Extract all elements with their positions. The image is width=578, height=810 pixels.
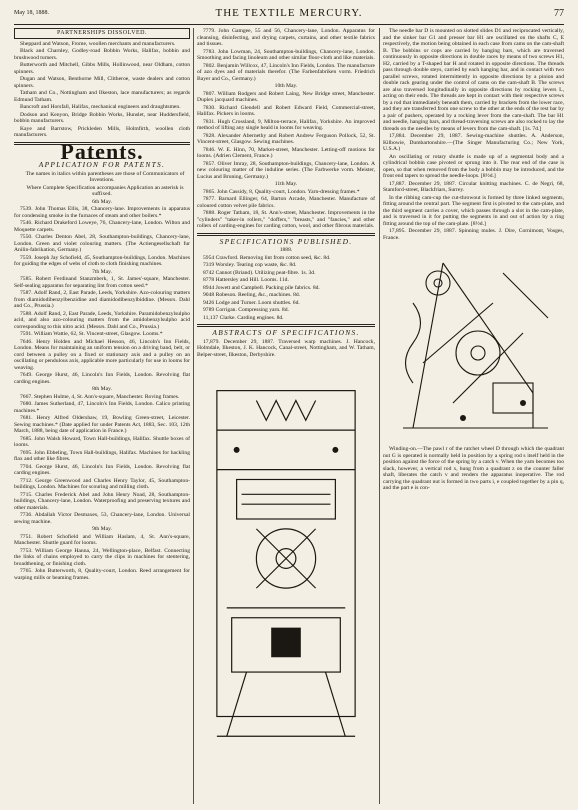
divider	[197, 324, 375, 327]
abstract-body: The needle bar D is mounted on slotted slides D1 and reciprocated vertically, and the sinker bar G1 and presser bar H1 are oscillated on the shafts C, E respectively, the motion being obtained in each case from cams on the cam-shaft B. The bobbins or cops are carried by hanging bars, which are traversed continuously in opposite directions in double races by means of two screws H1, H2, carried by a T-shaped bar H and rotated in opposite directions. The threads pass through double steys, carried by each hanging bar, and in contact with two parallel screws, rotated intermittently in opposite directions by a pinion and double rack gearing under the control of cams on the cam-shaft B. The screws are also traversed longitudinally in opposite directions by rocking levers L, acting on their ends. The threads are kept in contact with their respective screws by a rod that immediately beneath them, carried by brackets from the lower race, and they are transferred from one screw to the other at the ends of the rest bar by a pair of pushers, operated by a rocking lever from the cam-shaft. The bar H1 and needle, hanging bars, and thread-traversing screws are also rocked to lay the threads on the needles by means of levers from the cam-shaft. [1s. 7d.]	[383, 28, 564, 132]
warp-machine-illustration	[197, 361, 375, 756]
issue-date: May 18, 1888.	[14, 10, 49, 16]
patent-entry: 7753. William George Hanna, 24, Wellington-place, Belfast. Connecting the links of chains employed to carry the clips in machines for stentering, broadthening, or finishing cloth.	[14, 547, 190, 567]
partnership-item: Sheppard and Watson, Frome, woollen merchants and manufacturers.	[20, 40, 176, 47]
specification-item: 9426 Lodge and Turner. Loom shuttles. 6d.	[203, 299, 300, 306]
spinning-mule-illustration	[383, 243, 564, 443]
patent-entry: 7695. John Ebbeling, Town Hall-buildings, Halifax. Machines for hackling flax and other like fibres.	[14, 449, 190, 462]
intro-note: Where Complete Specification accompanies Application an asterisk is suffixed.	[26, 184, 184, 197]
patent-entry: 7681. Henry Alfred Oldershaw, 19, Bowling Green-street, Leicester. Sewing machines.* (Date applied for under Patents Act, 1883, Sec. 103, 12th March, 1888, being date of application in France.)	[14, 415, 190, 434]
patent-entry: 7779. John Gamgee, 55 and 56, Chancery-lane, London. Apparatus for cleansing, disinfecting, and drying carpets, curtains, and other textile fabrics and tissues.	[197, 28, 375, 47]
date-heading: 10th May.	[274, 83, 298, 89]
patent-entry: 7828. Alexander Abernethy and Robert Andrew Ferguson Pollock, 52, St. Vincent-street, Glasgow. Sewing machines.	[197, 132, 375, 145]
patent-entry: 7585. Robert Ferdinand Stanzmberk, 1, St. James'-square, Manchester. Self-sealing apparatus for separating lint from cotton seed.*	[14, 276, 190, 289]
abstract-body: In the ribbing cam-cup the cut-throwout is formed by three linked segments, fitting around the central part. The segment first is pivoted to the cam-plate, and the third segment carries a cover, which passes through a slot in the cam-plate, and is traversed in it for putting the segments in and out of action by a ring fitting around the top of the cam-plate. [8½d.]	[383, 194, 564, 227]
patent-entry: 7712. George Greenwood and Charles Henry Taylor, 45, Southampton-buildings, London. Machines for scouring and milling cloth.	[14, 477, 190, 490]
date-heading: 8th May.	[92, 386, 112, 392]
column-3	[383, 28, 564, 804]
patent-entry: 7588. Adolf Rand, 2, East Parade, Leeds, Yorkshire. Paramidobenzylsulpho acid, and also azo-colouring matters from the amidobenzylsulpho acid corresponding to this nitro acid. (Messrs. Dahl and Co., Prussia.)	[14, 310, 190, 330]
specification-item: 9789 Corrigan. Compressing yarn. 8d.	[203, 307, 289, 313]
patent-entry: 7751. Robert Schofield and William Haslam, 4, St. Ann's-square, Manchester. Shuttle guard for looms.	[14, 533, 190, 546]
abstracts-heading: ABSTRACTS OF SPECIFICATIONS.	[212, 328, 360, 337]
abstract-heading-entry: 17,895. December 29, 1887. Spinning mules. J. Dire, Cornimont, Vosges, France.	[383, 228, 564, 241]
date-heading: 11th May.	[274, 181, 298, 187]
specification-item: 7319 Worsley. Tearing cop waste, &c. 8d.	[203, 262, 297, 268]
patent-entry: 7802. Benjamin Willcox, 47, Lincoln's Inn Fields, London. The manufacture of azo dyes and of materials therefor. (The Farbenfabriken vorm. Friedrich Bayer and Co., Germany.)	[197, 62, 375, 82]
specification-item: 9048 Robeson. Reeling, &c., machines. 8d.	[203, 292, 301, 298]
date-heading: 7th May.	[92, 268, 112, 275]
column-1	[14, 28, 190, 804]
page-number: 77	[554, 8, 564, 19]
specification-item: 8944 Jowett and Campbell. Packing pile fabrics. 8d.	[203, 284, 320, 291]
patent-entry: 7591. William Wattie, 62, St. Vincent-street, Glasgow. Looms.*	[20, 331, 163, 337]
column-rule	[193, 28, 194, 804]
column-rule	[379, 28, 380, 804]
patent-entry: 7646. Henry Holden and Michael Hesson, 46, Lincoln's Inn Fields, London. Means for maintaining an uniform tension on a driving band, belt, or cord between a pulley on a fixed or stationary axis and a pulley on an oscillating or pendulous axis, applicable more particularly for use in looms for weaving.	[14, 338, 190, 371]
patent-entry: 7704. George Hurst, 46, Lincoln's Inn Fields, London. Revolving flat carding engines.	[14, 463, 190, 476]
specification-item: 5954 Crawford. Removing lint from cotton seed, &c. 8d.	[203, 254, 331, 261]
patent-entry: 7550. Charles Denton Abel, 28, Southampton-buildings, Chancery-lane, London. Green and violet colouring matters. (The Actiengesellschaft fur Anilin-fabrikation, Germany.)	[14, 234, 190, 253]
partnership-item: Dugan and Watson, Benthorne Mill, Clitheroe, waste dealers and cotton spinners.	[14, 76, 190, 89]
abstract-heading-entry: 17,887. December 29, 1887. Circular knitting machines. C. de Negri, 68, Stamford-street, Blackfriars, Surrey.	[383, 180, 564, 193]
patent-entry: 7667. Stephen Hulme, 4, St. Ann's-square, Manchester. Roving frames.	[20, 393, 180, 400]
patent-entry: 7715. Charles Frederick Abel and John Henry Noad, 28, Southampton-buildings, Chancery-lane, London. Waterproofing and preserving textures and other materials.	[14, 491, 190, 511]
patent-entry: 7831. Hugh Crossland, 9, Milton-terrace, Halifax, Yorkshire. An improved method of lifting any single heald in looms for weaving.	[197, 118, 375, 131]
patent-entry: 7546. Richard Drakeford Loweye, 76, Chancery-lane, London. Wilton and Moquette carpets.	[14, 220, 190, 233]
patent-entry: 7765. John Butterworth, 8, Quality-court, London. Reed arrangement for warping mills or beaming frames.	[14, 568, 190, 581]
applications-heading: APPLICATION FOR PATENTS.	[38, 160, 166, 169]
partnership-item: Bancroft and Horsfall, Halifax, mechanical engineers and draughtsmen.	[20, 104, 181, 110]
patent-entry: 7857. Oliver Imray, 28, Southampton-buildings, Chancery-lane, London. A new colouring matter of the induline series. (The Farbwerke vorm. Meister, Lucius and Bruning, Germany.)	[197, 160, 375, 180]
abstract-heading-entry: 17,879. December 29, 1887. Traversed warp machines. J. Hancock, Holmdale, Ilkeston, J. K. Hancock, Canal-street, Nottingham, and W. Tatham, Belper-street, Ilkeston, Derbyshire.	[197, 338, 375, 358]
patent-entry: 7888. Roger Tatham, 18, St. Ann's-street, Manchester. Improvements in the "cylinders" "taker-in rollers," "doffers," "breasts," and "fancies," and other rollers of carding-engines for carding cotton, wool, and other fibrous materials.	[197, 210, 375, 229]
patent-entry: 7865. John Cassidy, 8, Quality-court, London. Yarn-dressing frames.*	[203, 188, 360, 195]
date-heading: 6th May.	[92, 198, 112, 205]
partnerships-heading: PARTNERSHIPS DISSOLVED.	[14, 28, 190, 39]
patent-entry: 7783. John Lowman, 24, Southampton-buildings, Chancery-lane, London. Smoothing and facing linoleum and other similar floor-cloth and like materials.	[197, 48, 375, 61]
intro-note: The names in italics within parentheses are those of Communicators of Inventions.	[25, 170, 185, 183]
patent-entry: 7877. Barnard Ellinger, 64, Barton Arcade, Manchester. Manufacture of coloured cotton velvet pile fabrics.	[197, 196, 375, 209]
partnership-item: Tatham and Co., Nottingham and Ilkeston, lace manufacturers; as regards Edmund Tatham.	[14, 90, 190, 103]
patent-entry: 7736. Abdallah Victor Desmaxes, 53, Chancery-lane, London. Universal sewing machine.	[14, 512, 190, 525]
partnership-item: Black and Charnley, Godley-road Bobbin Works, Halifax, bobbin and brushwood turners.	[14, 48, 190, 61]
specifications-heading: SPECIFICATIONS PUBLISHED.	[219, 236, 353, 246]
patent-entry: 7559. Joseph Jay Schofield, 45, Southampton-buildings, London. Machines for guiding the edges of webs of cloth to cloth finishing machines.	[14, 254, 190, 267]
patent-entry: 7680. James Sutherland, 47, Lincoln's Inn Fields, London. Calico printing machines.*	[14, 401, 190, 414]
patent-entry: 7846. W. E. Hinn, 70, Market-street, Manchester. Letting-off motions for looms. (Adrien Clement, France.)	[197, 146, 375, 159]
specification-item: 11,137 Clarke. Carding engines. 8d.	[203, 314, 284, 321]
date-heading: 9th May.	[92, 526, 112, 532]
page-header	[14, 6, 564, 25]
specification-item: 8778 Hattersley and Hill. Looms. 11d.	[203, 277, 289, 283]
specifications-year: 1888.	[279, 247, 293, 253]
partnership-item: Dodson and Kenyon, Bridge Bobbin Works, Hunslet, near Huddersfield, bobbin manufacturers.	[14, 111, 190, 124]
journal-title: THE TEXTILE MERCURY.	[215, 7, 363, 19]
specification-item: 8742 Cannot (Briand). Utilizing peat-fibre. 1s. 3d.	[203, 269, 316, 276]
partnership-item: Kaye and Barrstow, Prickleden Mills, Holmfirth, woollen cloth manufacturers.	[14, 125, 190, 138]
partnership-item: Butterworth and Mitchell, Gibbs Mills, Hollinwood, near Oldham, cotton spinners.	[14, 62, 190, 75]
abstract-heading-entry: 17,884. December 29, 1887. Sewing-machine shuttles. A. Anderson, Kilbowie, Dumbartonshire.—(The Singer Manufacturing Co.; New York, U.S.A.)	[383, 133, 564, 152]
divider	[197, 233, 375, 236]
abstract-body: An oscillating or rotary shuttle is made up of a segmental body and a cylindrical bobbin case pivoted or sprung into it. The rear end of the case is open, so that when removed from the body a bobbin may be introduced, and the front end tapers to spread the needle-loops. [8½d.]	[383, 153, 564, 179]
abstract-body: Winding-on.—The pawl r of the ratchet wheel D through which the quadrant nut G is operated is normally held in position by a spring rod s itself held in the position against the force of the spring by a catch v. When the yarn becomes too slack, however, a vertical rod x, hung from a quadrant z on the counter faller shaft, liberates the catch v and renders the apparatus inoperative. The rod carrying the quadrant nut is formed in two parts i, e coupled together by a pin q, and the part e is con-	[383, 446, 564, 491]
patent-entry: 7539. John Thomas Ellis, 38, Chancery-lane. Improvements in apparatus for condensing smoke in the furnaces of steam and other boilers.*	[14, 206, 190, 219]
patent-entry: 7685. John Walsh Howard, Town Hall-buildings, Halifax. Shuttle boxes of looms.	[14, 435, 190, 448]
patent-entry: 7807. William Rodgers and Robert Laing, New Bridge street, Manchester. Duplex jacquard machines.	[197, 90, 375, 103]
patent-entry: 7649. George Hurst, 46, Lincoln's Inn Fields, London. Revolving flat carding engines.	[14, 372, 190, 385]
patents-heading: Patents.	[60, 138, 144, 164]
column-2	[197, 28, 375, 804]
patent-entry: 7587. Adolf Rand, 2, East Parade, Leeds, Yorkshire. Azo-colouring matters from diamidodibenzylbenzidine and diamidodibenzylbiddine. (Messrs. Dahl and Co., Prussia.)	[14, 290, 190, 309]
patent-entry: 7830. Richard Glendell and Robert Edward Field, Commercial-street, Halifax. Pickers in looms.	[197, 104, 375, 117]
